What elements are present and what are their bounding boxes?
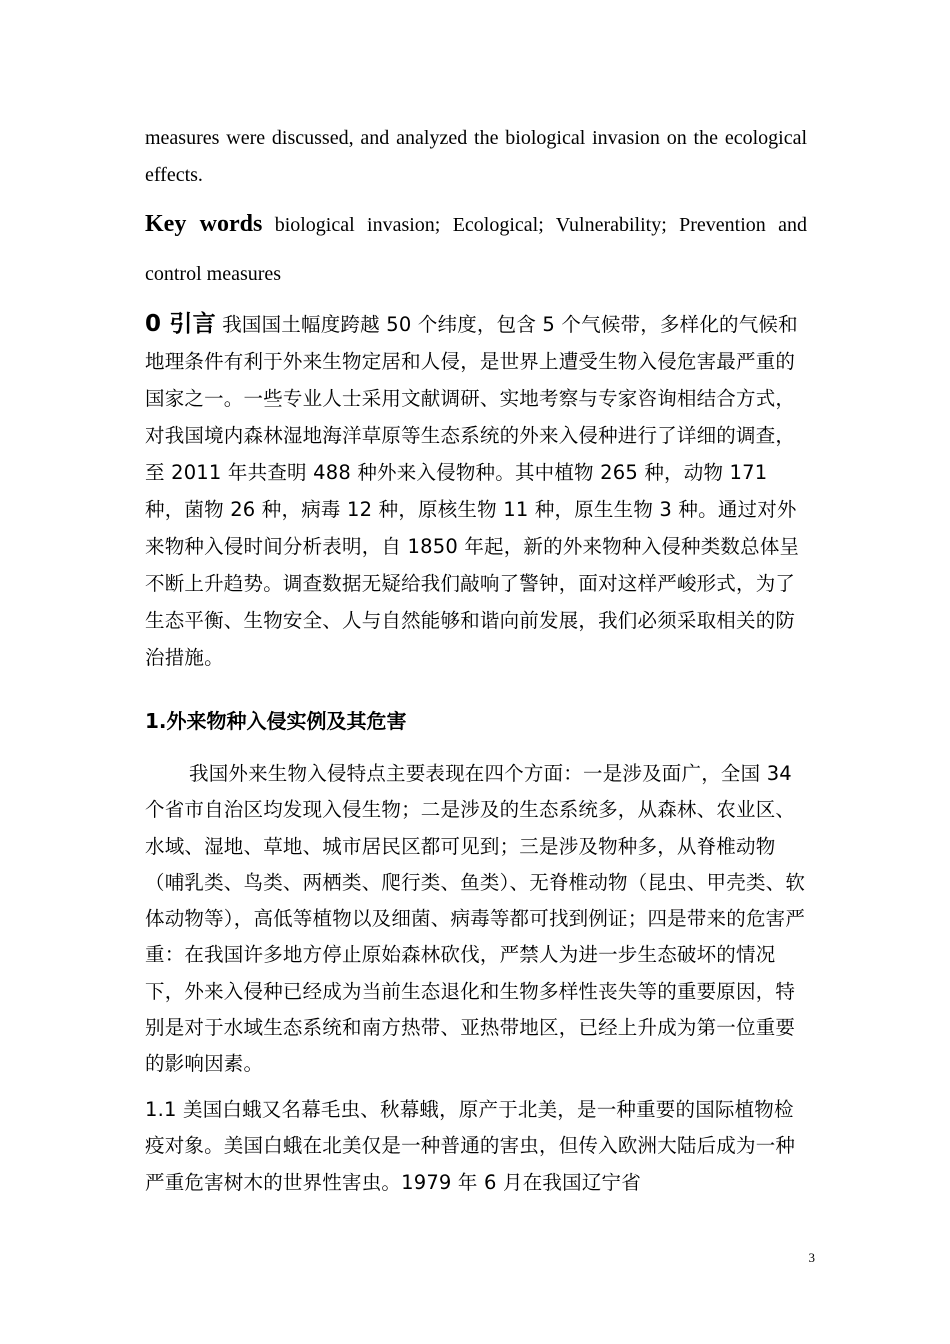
keywords-label: Key words (145, 211, 263, 237)
keywords-text: biological invasion; Ecological; Vulnerability; Prevention and control measures (145, 214, 807, 285)
section-1-paragraph: 我国外来生物入侵特点主要表现在四个方面：一是涉及面广，全国 34 个省市自治区均发现入侵生物；二是涉及的生态系统多，从森林、农业区、水域、湿地、草地、城市居民区都可见到；三是涉及物种多，从脊椎动物（哺乳类、鸟类、两栖类、爬行类、鱼类）、无脊椎动物（昆虫、甲壳类、软体动物等），高低等植物以及细菌、病毒等都可找到例证；四是带来的危害严重：在我国许多地方停止原始森林砍伐，严禁人为进一步生态破坏的情况下，外来入侵种已经成为当前生态退化和生物多样性丧失等的重要原因，特别是对于水域生态系统和南方热带、亚热带地区，已经上升成为第一位重要的影响因素。 (145, 762, 806, 1076)
keywords-paragraph (145, 200, 807, 299)
intro-label: 0 引言 (145, 311, 216, 337)
subsection-1-1-paragraph: 1.1 美国白蛾又名幕毛虫、秋幕蛾，原产于北美，是一种重要的国际植物检疫对象。美国白蛾在北美仅是一种普通的害虫，但传入欧洲大陆后成为一种严重危害树木的世界性害虫。1979 年 6 月在我国辽宁省 (145, 1098, 796, 1194)
page-number: 3 (808, 1250, 815, 1265)
section-1-heading: 1.外来物种入侵实例及其危害 (145, 709, 407, 733)
abstract-tail-paragraph: measures were discussed, and analyzed the biological invasion on the ecological effects. (145, 127, 807, 186)
intro-paragraph (145, 306, 807, 676)
intro-text: 我国国土幅度跨越 50 个纬度，包含 5 个气候带，多样化的气候和地理条件有利于外来生物定居和人侵，是世界上遭受生物入侵危害最严重的国家之一。一些专业人士采用文献调研、实地考察与专家咨询相结合方式，对我国境内森林湿地海洋草原等生态系统的外来入侵种进行了详细的调查，至 2011 年共查明 488 种外来入侵物种。其中植物 265 种，动物 171 种，菌物 26 种，病毒 12 种，原核生物 11 种，原生生物 3 种。通过对外来物种入侵时间分析表明，自 1850 年起，新的外来物种入侵种类数总体呈不断上升趋势。调查数据无疑给我们敲响了警钟，面对这样严峻形式，为了生态平衡、生物安全、人与自然能够和谐向前发展，我们必须采取相关的防治措施。 (145, 313, 800, 669)
